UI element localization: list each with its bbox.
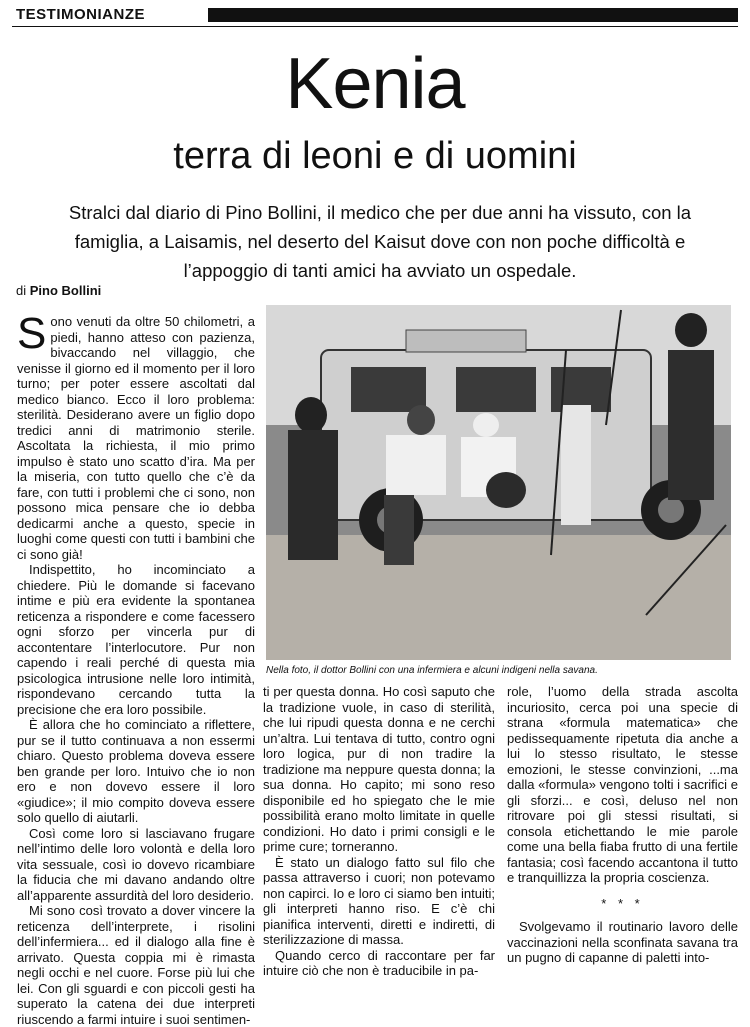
paragraph: Mi sono così trovato a dover vincere la reticenza dell’interprete, i risolini dell’infermiera... ed il dialogo alla fine è arrivato. Questa coppia mi è rimasta negli occhi e nel cuore. Forse più lui che lei. Con gli sguardi e con piccoli gesti ha superato la catena dei due interpreti riuscendo a farmi intuire i suoi sentimen- bbox=[17, 903, 255, 1027]
paragraph: Svolgevamo il routinario lavoro delle vaccinazioni nella sconfinata savana tra un pugno di capanne di paletti into- bbox=[507, 919, 738, 965]
column-1 bbox=[17, 309, 255, 1027]
article-subtitle: terra di leoni e di uomini bbox=[173, 135, 577, 177]
article-title: Kenia bbox=[285, 44, 465, 124]
article-intro: Stralci dal diario di Pino Bollini, il medico che per due anni ha vissuto, con la famiglia, a Laisamis, nel deserto del Kaisut dove con non poche difficoltà e l’appoggio di tanti amici ha avviato un ospedale. bbox=[68, 202, 692, 281]
paragraph: Quando cerco di raccontare per far intuire ciò che non è traducibile in pa- bbox=[263, 947, 495, 978]
paragraph: È stato un dialogo fatto sul filo che passa attraverso i cuori; non potevamo non capirci. Io e loro ci siamo ben intuiti; gli interpreti hanno riso. E c’è chi pianifica interventi, diretti e indiretti, di sterilizzazione di massa. bbox=[263, 854, 495, 947]
paragraph: Sono venuti da oltre 50 chilometri, a piedi, hanno atteso con pazienza, bivaccando nel villaggio, che venisse il giorno ed il momento per il loro turno; per poter essere ascoltati dal medico bianco. Ecco il loro problema: sterilità. Desiderano avere un figlio dopo tredici anni di matrimonio sterile. Ascoltata la richiesta, il mio primo impulso è stato uno scatto d’ira. Ma per la miseria, con tutto quello che c’è da fare, con tutti i problemi che ci sono, non possono mica pensare che io debba dedicarmi anche a questo, specie in luoghi come questi con tutti i bambini che ci sono già! bbox=[17, 309, 255, 562]
section-separator: * * * bbox=[601, 895, 644, 911]
header-bar bbox=[208, 8, 738, 22]
article-photo bbox=[266, 305, 731, 660]
header-rule bbox=[12, 26, 738, 27]
column-3 bbox=[507, 684, 738, 966]
paragraph: Così come loro si lasciavano frugare nell’intimo delle loro volontà e della loro vita sessuale, così io dovevo ricambiare la fiducia che mi davano andando oltre all’apparente assurdità del loro desiderio. bbox=[17, 825, 255, 903]
savanna-photo-illustration bbox=[266, 305, 731, 660]
paragraph: ti per questa donna. Ho così saputo che la tradizione vuole, in caso di sterilità, che lui ripudi questa donna e ne cerchi un’altra. Lui tentava di tutto, contro ogni loro logica, pur di non tradire la tradizione ma neppure questa donna; la sua donna. Ho capito; mi sono reso disponibile ed ho spiegato che le mie possibilità erano molto limitate in quelle condizioni. Ho dato i primi consigli e le prime cure; torneranno. bbox=[263, 684, 495, 854]
byline-author: Pino Bollini bbox=[29, 283, 102, 298]
drop-cap: S bbox=[17, 309, 47, 358]
column-2 bbox=[263, 684, 495, 979]
paragraph: role, l’uomo della strada ascolta incuriosito, cerca poi una specie di strana «formula matematica» che pedissequamente ripetuta dia anche a lui lo stesso risultato, le stesse emozioni, le stesse convinzioni, ...ma dalla «formula» vengono tolti i sacrifici e gli sforzi... e così, deluso nel non ritrovare poi gli stessi risultati, si consola etichettando le mie parole come una bella fiaba frutto di una fertile fantasia; così facendo accantona il tutto e tranquillizza la propria coscienza. bbox=[507, 684, 738, 885]
paragraph: Indispettito, ho incominciato a chiedere. Più le domande si facevano intime e più era evidente la spontanea reticenza a rispondere e come facessero ogni sforzo per vincerla pur di accontentare l’interlocutore. Pur non capendo i reali perché di questa mia psicologica intrusione nelle loro intimità, rispondevano cercando tutta la precisione che era loro possibile. bbox=[17, 562, 255, 717]
photo-caption: Nella foto, il dottor Bollini con una infermiera e alcuni indigeni nella savana. bbox=[266, 665, 598, 676]
paragraph: È allora che ho cominciato a riflettere, pur se il tutto continuava a non essermi chiaro. Questo problema doveva essere ben grande per loro. Intuivo che io non ero e non dovevo essere il loro «giudice»; il mio compito doveva essere solo quello di aiutarli. bbox=[17, 717, 255, 825]
section-header bbox=[12, 4, 738, 26]
byline bbox=[16, 283, 101, 298]
section-label: TESTIMONIANZE bbox=[12, 4, 149, 26]
byline-prefix: di bbox=[16, 283, 27, 298]
